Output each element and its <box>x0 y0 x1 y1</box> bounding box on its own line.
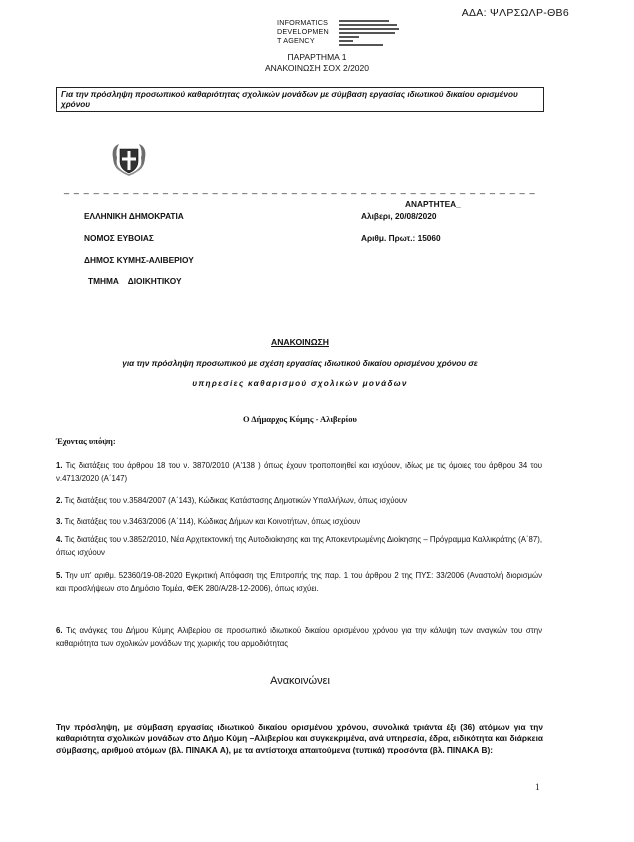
separator-dashes: _ _ _ _ _ _ _ _ _ _ _ _ _ _ _ _ _ _ _ _ _ _ _ _ _ _ _ _ _ _ _ _ _ _ _ _ _ _ _ _ _ _ _ _ _ _ _ _ <box>64 184 536 194</box>
page-number: 1 <box>535 782 540 792</box>
republic-label: ΕΛΛΗΝΙΚΗ ΔΗΜΟΚΡΑΤΙΑ <box>84 211 184 221</box>
announces-heading: Ανακοινώνει <box>270 675 330 687</box>
greek-state-emblem-icon <box>110 141 148 177</box>
logo-line-3: T AGENCY <box>277 36 315 45</box>
list-item: 2. Τις διατάξεις του ν.3584/2007 (Α΄143), Κώδικας Κατάστασης Δημοτικών Υπαλλήλων, όπως ισχύουν <box>56 496 408 505</box>
logo-line-1: INFORMATICS <box>277 18 329 27</box>
department-label: ΤΜΗΜΑ ΔΙΟΙΚΗΤΙΚΟΥ <box>88 276 182 286</box>
final-paragraph: Την πρόσληψη, με σύμβαση εργασίας ιδιωτικού δικαίου ορισμένου χρόνου, συνολικά τριάντα έξι (36) ατόμων για την καθαριότητα σχολικών μονάδων στο Δήμο Κύμη –Αλιβερίου και συγκεκριμένα, ανά υπηρεσία, έδρα, ειδικότητα και διάρκεια σύμβασης, αριθμού ατόμων (βλ. ΠΙΝΑΚΑ Α), με τα αντίστοιχα απαιτούμενα (τυπικά) προσόντα (βλ. ΠΙΝΑΚΑ Β): <box>56 722 543 755</box>
ada-code: ΑΔΑ: ΨΛΡΣΩΛΡ-ΘΒ6 <box>461 7 569 19</box>
list-item: 5. Την υπ' αριθμ. 52360/19-08-2020 Εγκριτική Απόφαση της Επιτροπής της παρ. 1 του άρθρου 2 της ΠΥΣ: 33/2006 (Αναστολή διορισμών και προσλήψεων στο Δημόσιο Τομέα, ΦΕΚ 280/Α/28-12-2006), όπως ισχύει. <box>56 571 542 593</box>
announcement-subtitle-line-1: για την πρόσληψη προσωπικού με σχέση εργασίας ιδιωτικού δικαίου ορισμένου χρόνου σε <box>122 359 478 368</box>
announcement-subtitle-line-2: υπηρεσίες καθαρισμού σχολικών μονάδων <box>192 379 408 388</box>
prefecture-label: ΝΟΜΟΣ ΕΥΒΟΙΑΣ <box>84 233 154 243</box>
protocol-number: Αριθμ. Πρωτ.: 15060 <box>361 233 441 243</box>
logo-small-print-icon <box>339 20 401 48</box>
list-item: 4. Τις διατάξεις του ν.3852/2010, Νέα Αρχιτεκτονική της Αυτοδιοίκησης και της Αποκεντρωμένης Διοίκησης – Πρόγραμμα Καλλικράτης (Α΄87), όπως ισχύουν <box>56 535 542 557</box>
announcement-title: ΑΝΑΚΟΙΝΩΣΗ <box>271 337 329 347</box>
list-item: 1. Τις διατάξεις του άρθρου 18 του ν. 3870/2010 (Α'138 ) όπως έχουν τροποποιηθεί και ισχύουν, ιδίως με τις όμοιες του άρθρου 34 του ν.4713/2020 (Α΄147) <box>56 461 542 483</box>
list-item: 6. Τις ανάγκες του Δήμου Κύμης Αλιβερίου σε προσωπικό ιδιωτικού δικαίου ορισμένου χρόνου για την κάλυψη των αναγκών του στην καθαριότητα των σχολικών μονάδων της χωρικής του αρμοδιότητας <box>56 626 542 648</box>
considering-heading: Έχοντας υπόψη: <box>56 436 116 446</box>
list-item: 3. Τις διατάξεις του ν.3463/2006 (Α΄114), Κώδικας Δήμων και Κοινοτήτων, όπως ισχύουν <box>56 517 361 526</box>
mayor-line: Ο Δήμαρχος Κύμης - Αλιβερίου <box>243 414 357 424</box>
municipality-label: ΔΗΜΟΣ ΚΥΜΗΣ-ΑΛΙΒΕΡΙΟΥ <box>84 255 194 265</box>
subject-text: Για την πρόσληψη προσωπικού καθαριότητας σχολικών μονάδων με σύμβαση εργασίας ιδιωτικού δικαίου ορισμένου χρόνου <box>61 90 518 109</box>
subject-box <box>56 87 544 112</box>
announcement-number: ΑΝΑΚΟΙΝΩΣΗ ΣΟΧ 2/2020 <box>264 63 369 73</box>
informatics-development-agency-logo <box>277 19 397 49</box>
logo-line-2: DEVELOPMEN <box>277 27 329 36</box>
annex-label: ΠΑΡΑΡΤΗΜΑ 1 <box>287 52 347 62</box>
place-date: Αλιβερι, 20/08/2020 <box>361 211 437 221</box>
posting-label: ΑΝΑΡΤΗΤΕΑ_ <box>405 199 461 209</box>
